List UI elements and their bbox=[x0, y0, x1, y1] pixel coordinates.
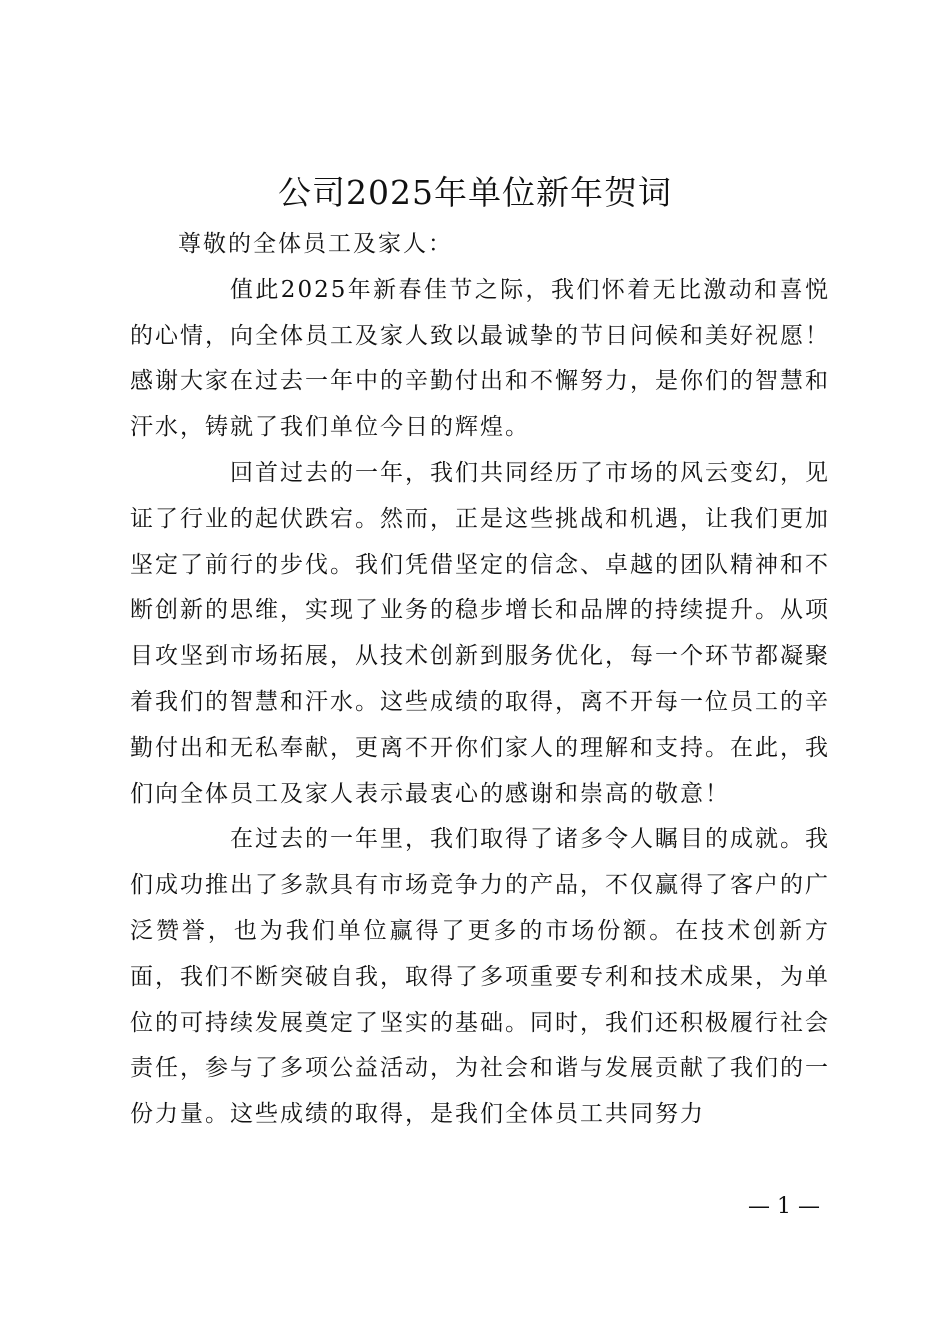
paragraph-3: 在过去的一年里，我们取得了诸多令人瞩目的成就。我们成功推出了多款具有市场竞争力的产品，不仅赢得了客户的广泛赞誉，也为我们单位赢得了更多的市场份额。在技术创新方面，我们不断突破自我，取得了多项重要专利和技术成果，为单位的可持续发展奠定了坚实的基础。同时，我们还积极履行社会责任，参与了多项公益活动，为社会和谐与发展贡献了我们的一份力量。这些成绩的取得，是我们全体员工共同努力 bbox=[130, 826, 830, 1128]
document-body bbox=[130, 222, 830, 1138]
salutation: 尊敬的全体员工及家人： bbox=[178, 231, 453, 257]
paragraph-2: 回首过去的一年，我们共同经历了市场的风云变幻，见证了行业的起伏跌宕。然而，正是这些挑战和机遇，让我们更加坚定了前行的步伐。我们凭借坚定的信念、卓越的团队精神和不断创新的思维，实现了业务的稳步增长和品牌的持续提升。从项目攻坚到市场拓展，从技术创新到服务优化，每一个环节都凝聚着我们的智慧和汗水。这些成绩的取得，离不开每一位员工的辛勤付出和无私奉献，更离不开你们家人的理解和支持。在此，我们向全体员工及家人表示最衷心的感谢和崇高的敬意！ bbox=[130, 459, 830, 807]
page-number: — 1 — bbox=[748, 1194, 820, 1219]
paragraph-1: 值此2025年新春佳节之际，我们怀着无比激动和喜悦的心情，向全体员工及家人致以最诚挚的节日问候和美好祝愿！感谢大家在过去一年中的辛勤付出和不懈努力，是你们的智慧和汗水，铸就了我们单位今日的辉煌。 bbox=[130, 276, 830, 441]
document-title: 公司2025年单位新年贺词 bbox=[278, 173, 672, 212]
